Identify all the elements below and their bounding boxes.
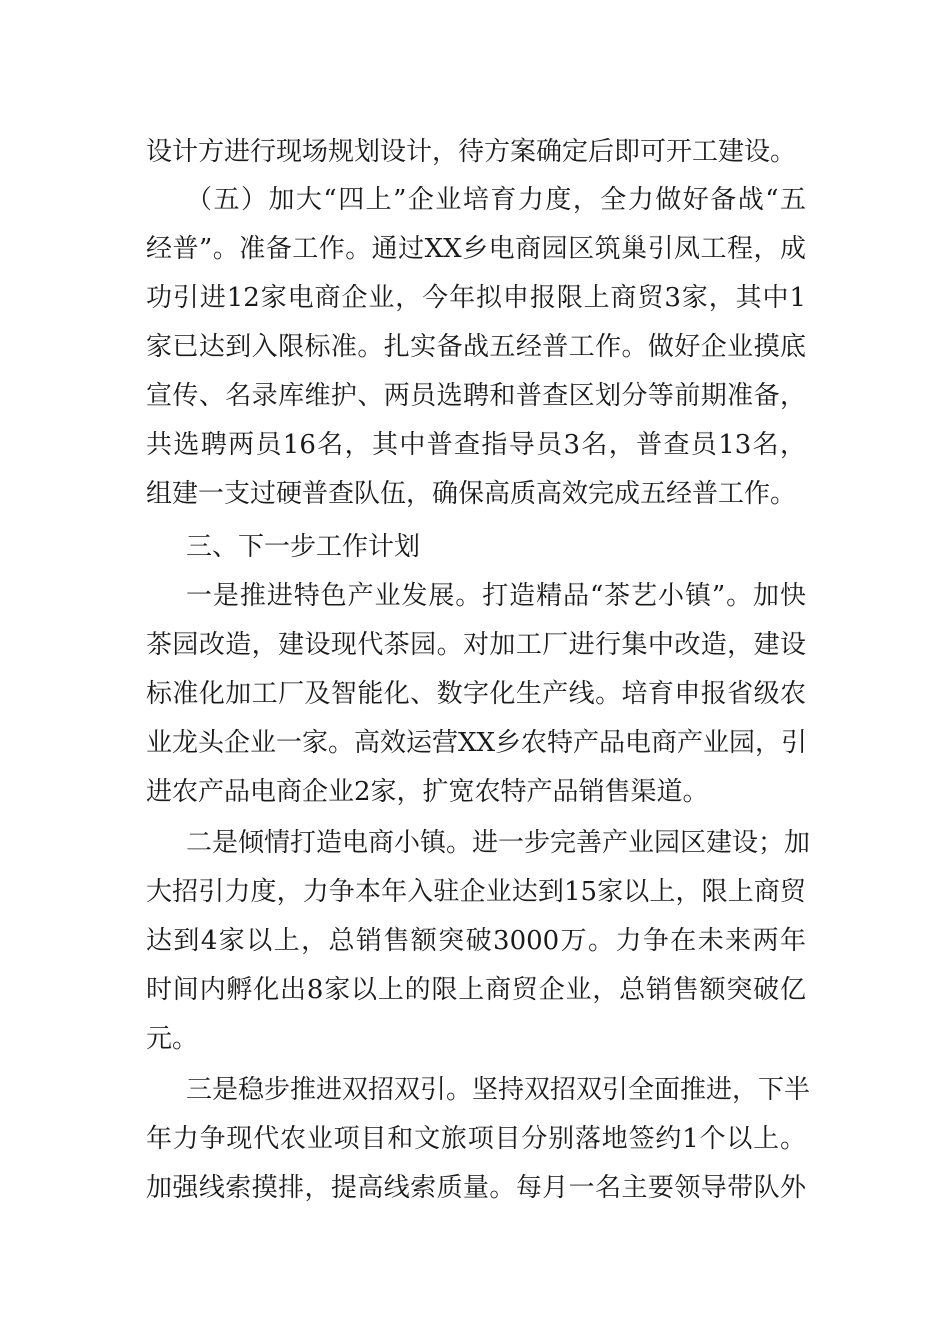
text-line: 年力争现代农业项目和文旅项目分别落地签约1个以上。 — [146, 1124, 806, 1154]
text-line: 二是倾情打造电商小镇。进一步完善产业园区建设；加 — [186, 828, 811, 858]
text-line: 加强线索摸排，提高线索质量。每月一名主要领导带队外 — [146, 1173, 806, 1203]
text-line: 三是稳步推进双招双引。坚持双招双引全面推进，下半 — [186, 1075, 811, 1105]
text-line: 业龙头企业一家。高效运营XX乡农特产品电商产业园，引 — [146, 728, 808, 758]
text-line: 共选聘两员16名，其中普查指导员3名，普查员13名， — [146, 430, 806, 460]
text-line: 设计方进行现场规划设计，待方案确定后即可开工建设。 — [146, 137, 797, 167]
text-line: （五）加大“四上”企业培育力度，全力做好备战“五 — [186, 185, 806, 215]
text-line: 茶园改造，建设现代茶园。对加工厂进行集中改造，建设 — [146, 630, 806, 660]
text-line: 功引进12家电商企业，今年拟申报限上商贸3家，其中1 — [146, 283, 806, 313]
text-line: 家已达到入限标准。扎实备战五经普工作。做好企业摸底 — [146, 332, 806, 362]
text-line: 经普”。准备工作。通过XX乡电商园区筑巢引凤工程，成 — [146, 234, 806, 264]
text-line: 元。 — [146, 1024, 199, 1054]
text-line: 宣传、名录库维护、两员选聘和普查区划分等前期准备， — [146, 381, 806, 411]
section-heading: 三、下一步工作计划 — [186, 532, 421, 562]
text-line: 标准化加工厂及智能化、数字化生产线。培育申报省级农 — [146, 679, 806, 709]
text-line: 进农产品电商企业2家，扩宽农特产品销售渠道。 — [146, 777, 709, 807]
text-line: 大招引力度，力争本年入驻企业达到15家以上，限上商贸 — [146, 877, 806, 907]
text-line: 组建一支过硬普查队伍，确保高质高效完成五经普工作。 — [146, 479, 797, 509]
text-line: 达到4家以上，总销售额突破3000万。力争在未来两年 — [146, 926, 806, 956]
text-line: 时间内孵化出8家以上的限上商贸企业，总销售额突破亿 — [146, 975, 806, 1005]
text-line: 一是推进特色产业发展。打造精品“茶艺小镇”。加快 — [186, 581, 806, 611]
